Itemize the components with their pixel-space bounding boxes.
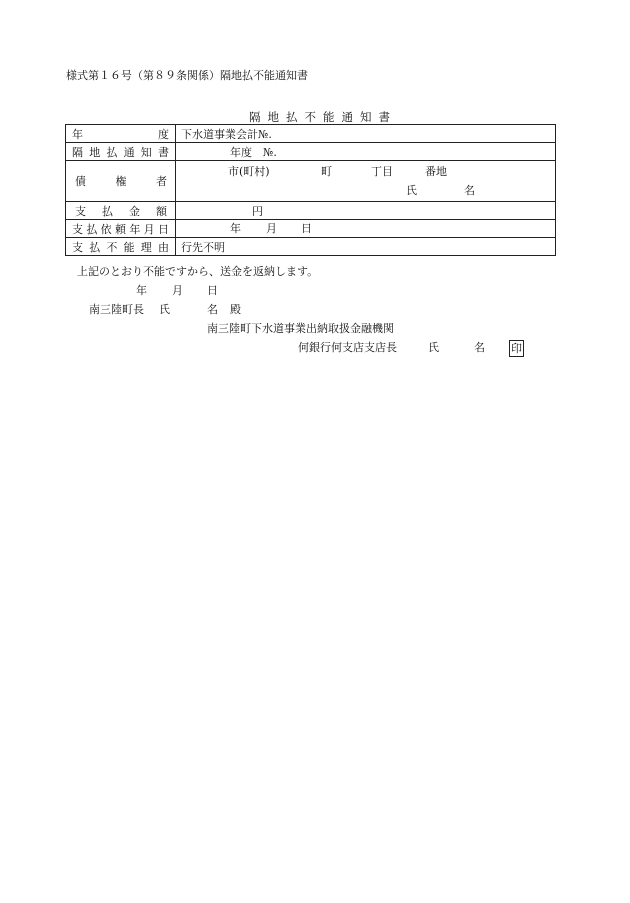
value-payment-amount: 円	[176, 202, 556, 220]
statement-text: 上記のとおり不能ですから、送金を返納します。	[77, 265, 319, 278]
footer-date-month: 月	[172, 284, 183, 297]
table-row-creditor	[66, 161, 556, 202]
branch-manager-title: 何銀行何支店支店長	[298, 341, 397, 354]
value-reason: 行先不明	[176, 238, 556, 256]
label-creditor: 債 権 者	[66, 161, 176, 202]
table-row-payment-amount	[66, 202, 556, 220]
addressee-shi: 氏	[159, 303, 170, 316]
form-number-label: 様式第１６号（第８９条関係）隔地払不能通知書	[66, 69, 308, 82]
footer-date-day: 日	[207, 284, 218, 297]
label-request-date: 支 払 依 頼 年 月 日	[66, 220, 176, 238]
creditor-banchi: 番地	[425, 165, 447, 178]
footer-date-year: 年	[136, 284, 147, 297]
branch-manager-shi: 氏	[428, 341, 439, 354]
institution-name: 南三陸町下水道事業出納取扱金融機関	[207, 322, 394, 335]
addressee-office: 南三陸町長	[89, 303, 144, 316]
label-remittance-notice: 隔 地 払 通 知 書	[66, 143, 176, 161]
label-payment-amount: 支 払 金 額	[66, 202, 176, 220]
creditor-chome: 丁目	[371, 165, 393, 178]
creditor-name-mei: 名	[464, 184, 475, 197]
branch-manager-mei: 名	[474, 341, 485, 354]
label-reason: 支 払 不 能 理 由	[66, 238, 176, 256]
value-request-date: 年 月 日	[176, 220, 556, 238]
creditor-city: 市(町村)	[228, 165, 270, 178]
value-creditor	[176, 161, 556, 202]
value-fiscal-year: 下水道事業会計№.	[176, 125, 556, 143]
table-row-request-date	[66, 220, 556, 238]
table-row-fiscal-year	[66, 125, 556, 143]
table-row-reason	[66, 238, 556, 256]
value-remittance-notice: 年度 №.	[176, 143, 556, 161]
seal-stamp-box: 印	[511, 342, 522, 355]
document-title: 隔地払不能通知書	[249, 110, 397, 124]
notice-table	[65, 124, 556, 256]
addressee-mei: 名	[207, 303, 218, 316]
creditor-town: 町	[321, 165, 332, 178]
creditor-name-shi: 氏	[406, 184, 417, 197]
addressee-honorific: 殿	[230, 303, 241, 316]
label-fiscal-year: 年 度	[66, 125, 176, 143]
table-row-remittance-notice	[66, 143, 556, 161]
